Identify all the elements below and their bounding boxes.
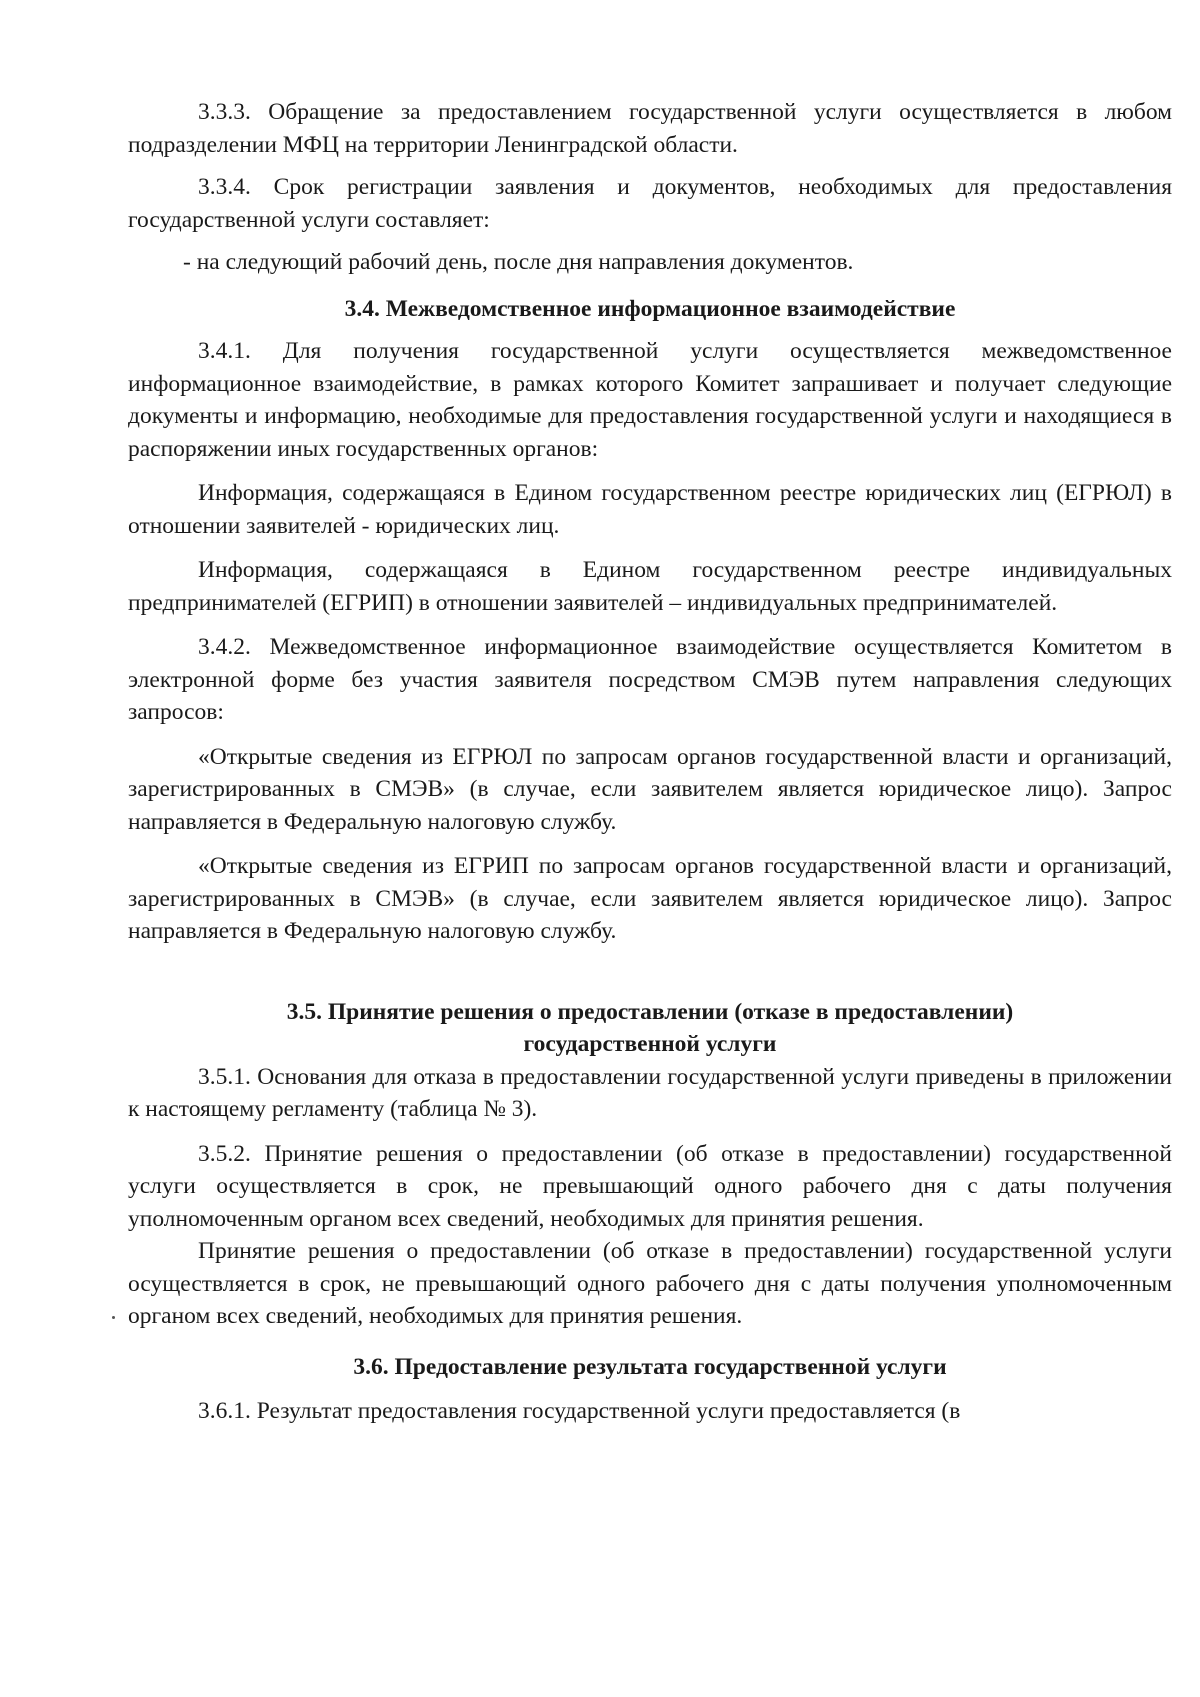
paragraph-3-4-2: 3.4.2. Межведомственное информационное взаимодействие осуществляется Комитетом в электронной форме без участия заявителя посредством СМЭВ путем направления следующих запросов: bbox=[128, 634, 1172, 725]
paragraph-3-5-1: 3.5.1. Основания для отказа в предоставлении государственной услуги приведены в приложении к настоящему регламенту (таблица № 3). bbox=[128, 1063, 1172, 1122]
document-body bbox=[128, 96, 1172, 1428]
paragraph-3-5-2-repeat: Принятие решения о предоставлении (об отказе в предоставлении) государственной услуги осуществляется в срок, не превышающий одного рабочего дня с даты получения уполномоченным органом всех сведений, необходимых для принятия решения. bbox=[128, 1238, 1172, 1329]
paragraph-3-3-3: 3.3.3. Обращение за предоставлением государственной услуги осуществляется в любом подразделении МФЦ на территории Ленинградской области. bbox=[128, 99, 1172, 158]
paragraph-3-5-2: 3.5.2. Принятие решения о предоставлении (об отказе в предоставлении) государственной услуги осуществляется в срок, не превышающий одного рабочего дня с даты получения уполномоченным органом всех сведений, необходимых для принятия решения. bbox=[128, 1140, 1172, 1232]
paragraph-egrul-info: Информация, содержащаяся в Едином государственном реестре юридических лиц (ЕГРЮЛ) в отношении заявителей - юридических лиц. bbox=[128, 480, 1172, 539]
scan-artifact-dot bbox=[112, 1316, 115, 1319]
paragraph-3-4-1: 3.4.1. Для получения государственной услуги осуществляется межведомственное информационное взаимодействие, в рамках которого Комитет запрашивает и получает следующие документы и информацию, необходимые для предоставления государственной услуги и находящиеся в распоряжении иных государственных органов: bbox=[128, 338, 1172, 462]
section-heading-3-5-line2: государственной услуги bbox=[523, 1031, 777, 1057]
paragraph-egrul-request: «Открытые сведения из ЕГРЮЛ по запросам органов государственной власти и организаций, зарегистрированных в СМЭВ» (в случае, если заявителем является юридическое лицо). Запрос направляется в Федеральную налоговую службу. bbox=[128, 743, 1172, 835]
paragraph-3-3-4: 3.3.4. Срок регистрации заявления и документов, необходимых для предоставления государственной услуги составляет: bbox=[128, 174, 1172, 233]
section-heading-3-5-line1: 3.5. Принятие решения о предоставлении (отказе в предоставлении) bbox=[286, 998, 1014, 1025]
paragraph-egrip-info: Информация, содержащаяся в Едином государственном реестре индивидуальных предпринимателей (ЕГРИП) в отношении заявителей – индивидуальных предпринимателей. bbox=[128, 557, 1172, 616]
section-heading-3-6: 3.6. Предоставление результата государственной услуги bbox=[353, 1353, 947, 1380]
section-heading-3-4: 3.4. Межведомственное информационное взаимодействие bbox=[344, 295, 956, 322]
paragraph-3-3-4-list-item: - на следующий рабочий день, после дня направления документов. bbox=[183, 249, 854, 275]
paragraph-3-6-1: 3.6.1. Результат предоставления государственной услуги предоставляется (в bbox=[198, 1398, 961, 1424]
paragraph-egrip-request: «Открытые сведения из ЕГРИП по запросам органов государственной власти и организаций, зарегистрированных в СМЭВ» (в случае, если заявителем является юридическое лицо). Запрос направляется в Федеральную налоговую службу. bbox=[128, 853, 1172, 944]
